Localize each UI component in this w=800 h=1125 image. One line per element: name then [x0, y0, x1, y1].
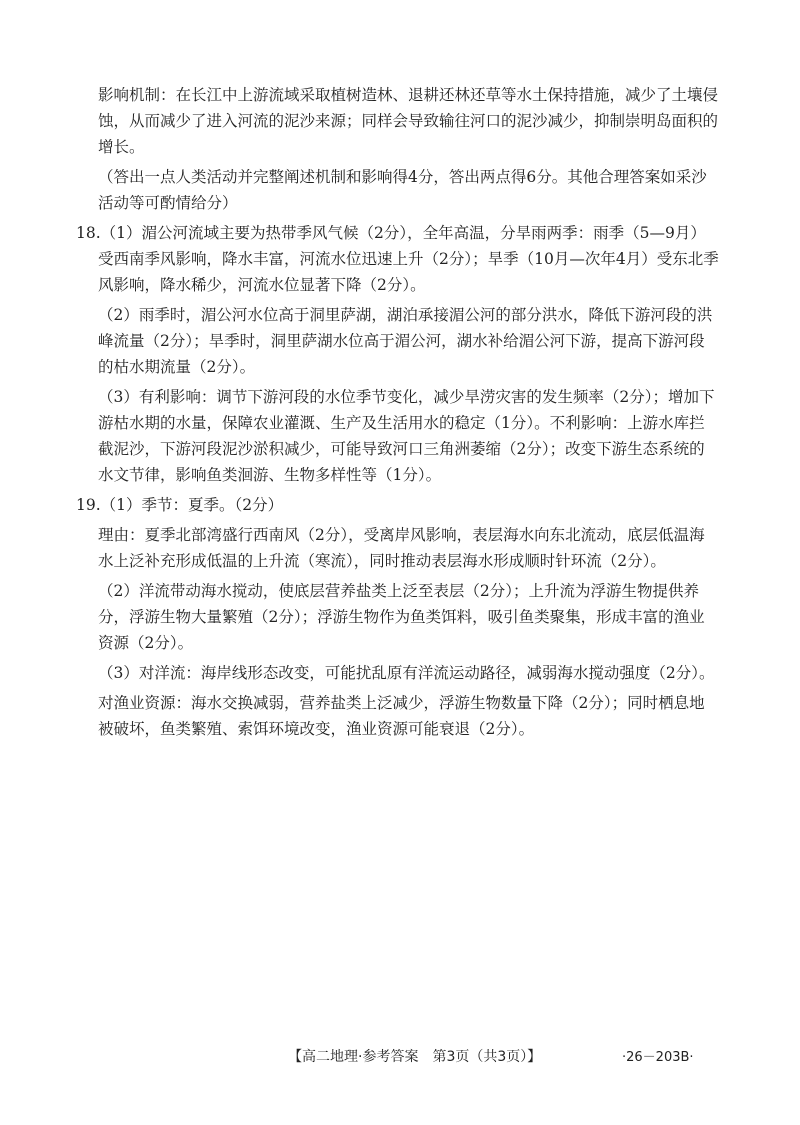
paragraph-5: （3）有利影响：调节下游河段的水位季节变化，减少旱涝灾害的发生频率（2分）；增加下游枯水期的水量，保障农业灌溉、生产及生活用水的稳定（1分）。不利影响：上游水库拦截泥沙，下游河段泥沙淤积减少，可能导致河口三角洲萎缩（2分）；改变下游生态系统的水文节律，影响鱼类洄游、生物多样性等（1分）。: [98, 388, 715, 484]
paragraph-10: 对渔业资源：海水交换减弱，营养盐类上泛减少，浮游生物数量下降（2分）；同时栖息地被破坏，鱼类繁殖、索饵环境改变，渔业资源可能衰退（2分）。: [98, 694, 705, 738]
footer-code: ·26－203B·: [622, 1050, 694, 1065]
paragraph-2: （答出一点人类活动并完整阐述机制和影响得4分，答出两点得6分。其他合理答案如采沙活动等可酌情给分）: [98, 168, 707, 212]
footer-page-info: 【高二地理·参考答案 第3页（共3页）】: [288, 1049, 542, 1065]
paragraph-3: 18.（1）湄公河流域主要为热带季风气候（2分），全年高温，分旱雨两季：雨季（5—9月）受西南季风影响，降水丰富，河流水位迅速上升（2分）；旱季（10月—次年4月）受东北季风影响，降水稀少，河流水位显著下降（2分）。: [76, 224, 719, 294]
page-footer: [0, 1046, 800, 1070]
paragraph-7: 理由：夏季北部湾盛行西南风（2分），受离岸风影响，表层海水向东北流动，底层低温海水上泛补充形成低温的上升流（寒流），同时推动表层海水形成顺时针环流（2分）。: [98, 526, 705, 570]
paragraph-6: 19.（1）季节：夏季。（2分）: [76, 496, 284, 514]
answer-content: [0, 82, 800, 746]
paragraph-4: （2）雨季时，湄公河水位高于洞里萨湖，湖泊承接湄公河的部分洪水，降低下游河段的洪峰流量（2分）；旱季时，洞里萨湖水位高于湄公河，湖水补给湄公河下游，提高下游河段的枯水期流量（2分）。: [98, 306, 713, 376]
paragraph-8: （2）洋流带动海水搅动，使底层营养盐类上泛至表层（2分）；上升流为浮游生物提供养分，浮游生物大量繁殖（2分）；浮游生物作为鱼类饵料，吸引鱼类聚集，形成丰富的渔业资源（2分）。: [98, 582, 705, 652]
paragraph-1: 影响机制：在长江中上游流域采取植树造林、退耕还林还草等水土保持措施，减少了土壤侵蚀，从而减少了进入河流的泥沙来源；同样会导致输往河口的泥沙减少，抑制崇明岛面积的增长。: [98, 86, 719, 156]
paragraph-9: （3）对洋流：海岸线形态改变，可能扰乱原有洋流运动路径，减弱海水搅动强度（2分）。: [98, 664, 715, 682]
